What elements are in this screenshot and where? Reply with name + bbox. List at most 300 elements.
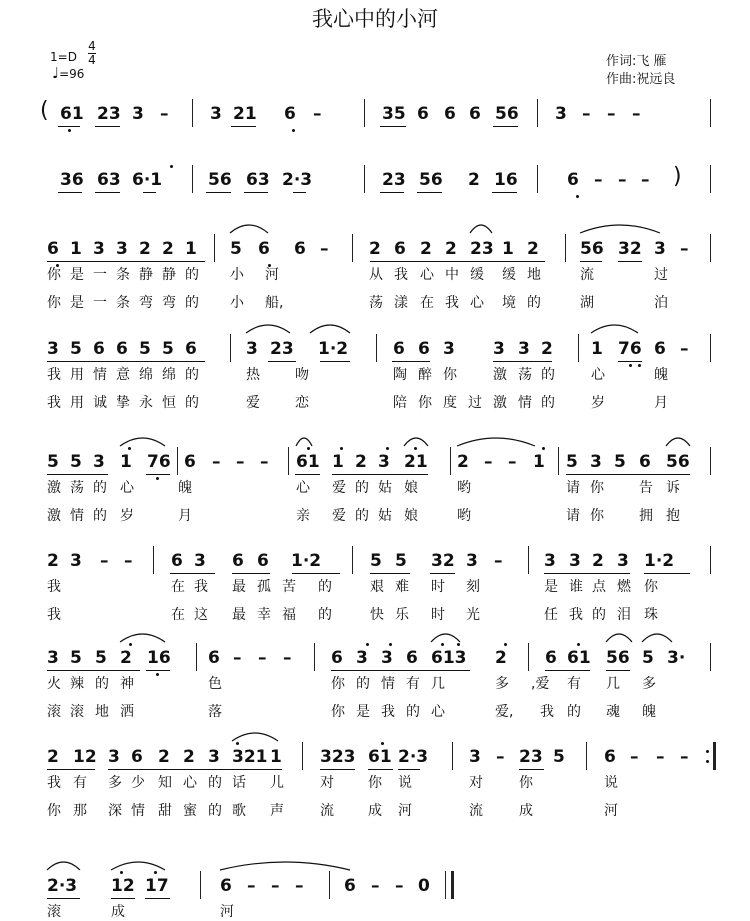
- note-8-6: –: [295, 876, 304, 896]
- note-5-13: –: [494, 551, 503, 571]
- note-3-4: 5: [139, 339, 151, 359]
- lyric-8-0-2-0: 河: [220, 904, 234, 920]
- lyric-7-0-3-0: 对: [320, 775, 334, 791]
- note-3-18: 6: [654, 339, 666, 359]
- lyric-3-1-2-2: 度: [443, 395, 457, 411]
- lyric-2-1-3-1: 泊: [654, 295, 668, 311]
- note-3-0: 3: [47, 339, 59, 359]
- note-1-8: 2: [468, 170, 480, 190]
- lyric-2-0-0-2: 一: [93, 267, 107, 283]
- note-3-6: 6: [185, 339, 197, 359]
- note-2-12: 6: [394, 239, 406, 259]
- slur-3-2: [591, 325, 638, 333]
- lyric-5-1-4-1: 光: [466, 607, 480, 623]
- note-4-22: 56: [666, 452, 690, 472]
- lyric-3-1-0-4: 永: [139, 395, 153, 411]
- lyric-6-1-1-0: 落: [208, 704, 222, 720]
- lyric-2-1-0-2: 一: [93, 295, 107, 311]
- note-3-11: 6: [418, 339, 430, 359]
- lyric-5-0-1-0: 在: [171, 579, 185, 595]
- lyric-3-0-0-6: 的: [185, 367, 199, 383]
- lyric-3-0-0-0: 我: [47, 367, 61, 383]
- note-4-1: 5: [70, 452, 82, 472]
- slur-8-0: [47, 862, 80, 870]
- note-1-13: –: [641, 170, 650, 190]
- lyric-6-1-2-0: 你: [331, 704, 345, 720]
- lyric-5-1-4-0: 时: [431, 607, 445, 623]
- lyric-2-0-0-6: 的: [185, 267, 199, 283]
- lyric-3-0-0-2: 情: [93, 367, 107, 383]
- note-8-1: 12: [111, 876, 135, 896]
- note-5-12: 3: [466, 551, 478, 571]
- lyric-3-1-4-0: 岁: [591, 395, 605, 411]
- note-6-1: 5: [70, 648, 82, 668]
- lyric-2-1-0-6: 的: [185, 295, 199, 311]
- note-4-5: 6: [184, 452, 196, 472]
- lyric-4-0-3-0: 爱: [332, 480, 346, 496]
- note-4-12: 3: [378, 452, 390, 472]
- note-0-5: 3: [210, 104, 222, 124]
- note-5-10: 5: [395, 551, 407, 571]
- lyric-6-0-5-0: 几: [606, 676, 620, 692]
- note-0-6: 21: [233, 104, 257, 124]
- lyric-4-1-4-0: 哟: [457, 508, 471, 524]
- lyric-5-0-5-1: 谁: [569, 579, 583, 595]
- note-7-14: 23: [519, 747, 543, 767]
- lyric-4-1-6-1: 抱: [666, 508, 680, 524]
- lyric-7-0-2-0: 儿: [270, 775, 284, 791]
- lyric-3-1-0-0: 我: [47, 395, 61, 411]
- lyric-7-1-0-0: 你: [47, 803, 61, 819]
- lyric-6-0-2-1: 的: [356, 676, 370, 692]
- note-2-10: –: [320, 239, 329, 259]
- lyric-5-1-3-0: 快: [370, 607, 384, 623]
- lyric-6-1-0-1: 滚: [70, 704, 84, 720]
- note-6-9: 6: [331, 648, 343, 668]
- lyric-3-0-3-2: 的: [541, 367, 555, 383]
- note-7-7: 321: [232, 747, 268, 767]
- note-0-16: –: [607, 104, 616, 124]
- note-3-16: 1: [591, 339, 603, 359]
- note-5-18: 1·2: [644, 551, 675, 571]
- lyric-5-0-4-1: 刻: [466, 579, 480, 595]
- note-6-4: 16: [147, 648, 171, 668]
- lyric-7-0-5-0: 对: [469, 775, 483, 791]
- note-6-15: 6: [545, 648, 557, 668]
- lyric-6-0-6-0: 多: [642, 676, 656, 692]
- lyric-2-1-0-3: 条: [116, 295, 130, 311]
- note-6-10: 3: [356, 648, 368, 668]
- lyric-6-0-3-0: 多: [495, 676, 509, 692]
- note-7-2: 3: [108, 747, 120, 767]
- lyric-5-0-5-0: 是: [544, 579, 558, 595]
- slur-2-0: [230, 225, 268, 233]
- note-1-6: 23: [382, 170, 406, 190]
- note-4-6: –: [212, 452, 221, 472]
- lyric-5-0-5-3: 燃: [617, 579, 631, 595]
- note-1-9: 16: [494, 170, 518, 190]
- lyric-6-0-2-0: 你: [331, 676, 345, 692]
- note-7-12: 3: [469, 747, 481, 767]
- lyric-5-1-5-3: 泪: [617, 607, 631, 623]
- lyric-2-1-1-0: 小: [230, 295, 244, 311]
- lyric-3-1-3-1: 情: [518, 395, 532, 411]
- note-8-9: –: [395, 876, 404, 896]
- note-7-19: –: [680, 747, 689, 767]
- note-8-2: 17: [145, 876, 169, 896]
- note-2-6: 1: [185, 239, 197, 259]
- slur-2-2: [580, 225, 660, 233]
- lyric-4-0-5-1: 你: [590, 480, 604, 496]
- lyric-2-0-0-5: 静: [162, 267, 176, 283]
- lyric-4-1-0-3: 岁: [120, 508, 134, 524]
- lyric-3-1-0-5: 恒: [162, 395, 176, 411]
- note-2-5: 2: [162, 239, 174, 259]
- note-2-3: 3: [116, 239, 128, 259]
- lyric-2-0-2-5: 缓: [502, 267, 516, 283]
- lyric-6-0-2-3: 有: [406, 676, 420, 692]
- note-5-8: 1·2: [291, 551, 322, 571]
- note-8-8: –: [371, 876, 380, 896]
- note-7-15: 5: [553, 747, 565, 767]
- note-6-18: 5: [642, 648, 654, 668]
- lyric-3-0-1-1: 吻: [295, 367, 309, 383]
- note-2-19: 32: [618, 239, 642, 259]
- lyric-3-0-0-1: 用: [70, 367, 84, 383]
- note-3-10: 6: [393, 339, 405, 359]
- lyric-7-0-1-2: 知: [158, 775, 172, 791]
- note-2-4: 2: [139, 239, 151, 259]
- note-0-14: 3: [555, 104, 567, 124]
- note-6-6: –: [233, 648, 242, 668]
- lyric-4-1-2-0: 亲: [296, 508, 310, 524]
- note-7-3: 6: [131, 747, 143, 767]
- lyric-4-1-3-0: 爱: [332, 508, 346, 524]
- note-7-8: 1: [270, 747, 282, 767]
- note-6-19: 3·: [667, 648, 686, 668]
- note-2-11: 2: [369, 239, 381, 259]
- note-7-13: –: [496, 747, 505, 767]
- note-7-11: 2·3: [398, 747, 429, 767]
- slur-2-1: [470, 225, 492, 233]
- note-4-3: 1: [120, 452, 132, 472]
- note-5-7: 6: [257, 551, 269, 571]
- note-3-5: 5: [162, 339, 174, 359]
- lyric-5-0-4-0: 时: [431, 579, 445, 595]
- note-5-1: 3: [70, 551, 82, 571]
- note-2-8: 6: [258, 239, 270, 259]
- lyric-2-0-2-4: 缓: [470, 267, 484, 283]
- note-8-10: 0: [418, 876, 430, 896]
- lyric-3-0-2-1: 醉: [418, 367, 432, 383]
- lyric-5-0-1-1: 我: [194, 579, 208, 595]
- note-2-1: 1: [70, 239, 82, 259]
- note-0-11: 6: [444, 104, 456, 124]
- lyric-6-1-2-4: 心: [431, 704, 445, 720]
- note-8-4: –: [247, 876, 256, 896]
- note-3-8: 23: [270, 339, 294, 359]
- lyric-7-1-1-2: 甜: [158, 803, 172, 819]
- note-5-5: 3: [194, 551, 206, 571]
- lyric-6-0-4-1: 有: [567, 676, 581, 692]
- lyric-3-0-1-0: 热: [246, 367, 260, 383]
- note-0-1: 61: [60, 104, 84, 124]
- lyric-3-0-0-5: 绵: [162, 367, 176, 383]
- note-4-10: 1: [332, 452, 344, 472]
- lyric-6-0-0-0: 火: [47, 676, 61, 692]
- lyric-3-0-0-3: 意: [116, 367, 130, 383]
- note-0-7: 6: [284, 104, 296, 124]
- note-5-14: 3: [544, 551, 556, 571]
- lyric-6-1-3-0: 爱,: [495, 704, 514, 720]
- composer-credit: 作曲:祝远良: [606, 72, 676, 87]
- note-8-5: –: [271, 876, 280, 896]
- note-6-16: 61: [567, 648, 591, 668]
- lyric-6-1-6-0: 魄: [642, 704, 656, 720]
- lyric-3-1-0-1: 用: [70, 395, 84, 411]
- lyric-7-0-1-0: 多: [108, 775, 122, 791]
- lyric-4-0-6-1: 诉: [666, 480, 680, 496]
- lyric-5-0-2-0: 最: [232, 579, 246, 595]
- lyric-3-0-3-0: 激: [493, 367, 507, 383]
- lyric-3-1-0-6: 的: [185, 395, 199, 411]
- lyric-2-1-0-1: 是: [70, 295, 84, 311]
- note-0-10: 6: [417, 104, 429, 124]
- lyric-4-0-0-3: 心: [120, 480, 134, 496]
- lyric-7-0-0-1: 有: [73, 775, 87, 791]
- lyric-4-1-0-2: 的: [93, 508, 107, 524]
- note-4-0: 5: [47, 452, 59, 472]
- lyric-7-1-1-3: 蜜: [183, 803, 197, 819]
- lyric-6-1-5-0: 魂: [606, 704, 620, 720]
- lyric-3-1-1-0: 爱: [246, 395, 260, 411]
- lyric-7-0-7-0: 说: [604, 775, 618, 791]
- lyric-4-1-3-2: 姑: [378, 508, 392, 524]
- lyric-3-1-0-3: 挚: [116, 395, 130, 411]
- note-7-5: 2: [183, 747, 195, 767]
- note-4-15: –: [484, 452, 493, 472]
- note-0-8: –: [313, 104, 322, 124]
- slur-4-2: [404, 438, 428, 446]
- lyric-5-0-5-2: 点: [592, 579, 606, 595]
- note-5-11: 32: [431, 551, 455, 571]
- lyric-2-0-0-0: 你: [47, 267, 61, 283]
- lyric-4-1-5-0: 请: [566, 508, 580, 524]
- note-0-0: (: [40, 98, 49, 123]
- note-7-0: 2: [47, 747, 59, 767]
- note-8-0: 2·3: [47, 876, 78, 896]
- lyricist-credit: 作词:飞 雁: [606, 54, 667, 69]
- slur-3-1: [310, 325, 350, 333]
- meter-top: 4: [88, 39, 96, 53]
- note-3-2: 6: [93, 339, 105, 359]
- note-3-3: 6: [116, 339, 128, 359]
- note-2-17: 2: [527, 239, 539, 259]
- lyric-4-1-6-0: 拥: [639, 508, 653, 524]
- lyric-2-1-2-6: 的: [527, 295, 541, 311]
- lyric-3-0-3-1: 荡: [518, 367, 532, 383]
- lyric-3-1-4-1: 月: [654, 395, 668, 411]
- note-1-10: 6: [567, 170, 579, 190]
- note-2-16: 1: [502, 239, 514, 259]
- lyric-6-1-2-3: 的: [406, 704, 420, 720]
- lyric-4-0-2-0: 心: [296, 480, 310, 496]
- lyric-2-1-1-1: 船,: [265, 295, 284, 311]
- lyric-7-1-4-1: 河: [398, 803, 412, 819]
- note-0-13: 56: [495, 104, 519, 124]
- lyric-6-0-1-0: 色: [208, 676, 222, 692]
- lyric-6-0-0-2: 的: [95, 676, 109, 692]
- note-3-15: 2: [541, 339, 553, 359]
- lyric-2-1-0-5: 弯: [162, 295, 176, 311]
- note-4-16: –: [508, 452, 517, 472]
- slur-6-3: [642, 634, 672, 642]
- note-5-4: 6: [171, 551, 183, 571]
- note-3-17: 76: [618, 339, 642, 359]
- note-6-5: 6: [208, 648, 220, 668]
- note-2-14: 2: [445, 239, 457, 259]
- lyric-7-1-5-0: 流: [469, 803, 483, 819]
- note-3-1: 5: [70, 339, 82, 359]
- lyric-4-0-3-3: 娘: [404, 480, 418, 496]
- lyric-5-0-2-1: 孤: [257, 579, 271, 595]
- note-1-11: –: [594, 170, 603, 190]
- note-5-6: 6: [232, 551, 244, 571]
- lyric-5-0-2-2: 苦: [282, 579, 296, 595]
- lyric-6-1-0-2: 地: [95, 704, 109, 720]
- lyric-2-0-3-0: 流: [580, 267, 594, 283]
- lyric-4-0-4-0: 哟: [457, 480, 471, 496]
- note-6-12: 6: [406, 648, 418, 668]
- lyric-5-1-5-0: 任: [544, 607, 558, 623]
- lyric-5-1-5-1: 我: [569, 607, 583, 623]
- lyric-7-0-1-5: 话: [232, 775, 246, 791]
- lyric-7-1-1-5: 歌: [232, 803, 246, 819]
- note-4-20: 5: [614, 452, 626, 472]
- note-7-18: –: [656, 747, 665, 767]
- note-1-12: –: [618, 170, 627, 190]
- lyric-4-1-1-0: 月: [178, 508, 192, 524]
- lyric-3-0-4-1: 魄: [654, 367, 668, 383]
- lyric-5-1-1-1: 这: [194, 607, 208, 623]
- slur-4-0: [120, 438, 165, 446]
- note-7-16: 6: [604, 747, 616, 767]
- note-0-3: 3: [132, 104, 144, 124]
- note-4-14: 2: [457, 452, 469, 472]
- lyric-6-0-0-3: 神: [120, 676, 134, 692]
- lyric-2-1-2-0: 荡: [369, 295, 383, 311]
- lyric-2-0-0-1: 是: [70, 267, 84, 283]
- lyric-2-1-2-4: 心: [470, 295, 484, 311]
- lyric-7-0-1-4: 的: [208, 775, 222, 791]
- lyric-2-0-2-6: 地: [527, 267, 541, 283]
- lyric-4-0-0-2: 的: [93, 480, 107, 496]
- note-2-20: 3: [654, 239, 666, 259]
- song-title: 我心中的小河: [312, 7, 438, 31]
- lyric-4-0-3-1: 的: [355, 480, 369, 496]
- lyric-2-0-0-4: 静: [139, 267, 153, 283]
- note-2-2: 3: [93, 239, 105, 259]
- lyric-2-0-1-0: 小: [230, 267, 244, 283]
- note-5-3: –: [124, 551, 133, 571]
- note-1-1: 63: [97, 170, 121, 190]
- note-1-4: 63: [246, 170, 270, 190]
- lyric-6-1-4-0: 我: [540, 704, 554, 720]
- lyric-2-1-2-5: 境: [502, 295, 516, 311]
- lyric-2-1-0-0: 你: [47, 295, 61, 311]
- lyric-6-1-0-0: 滚: [47, 704, 61, 720]
- note-1-7: 56: [419, 170, 443, 190]
- lyric-5-1-2-0: 最: [232, 607, 246, 623]
- lyric-2-0-2-0: 从: [369, 267, 383, 283]
- note-3-9: 1·2: [318, 339, 349, 359]
- note-3-14: 3: [518, 339, 530, 359]
- lyric-3-1-3-2: 的: [541, 395, 555, 411]
- lyric-2-0-0-3: 条: [116, 267, 130, 283]
- lyric-5-1-5-4: 珠: [644, 607, 658, 623]
- note-2-0: 6: [47, 239, 59, 259]
- lyric-7-0-1-3: 心: [183, 775, 197, 791]
- lyric-7-0-4-0: 你: [368, 775, 382, 791]
- lyric-3-1-2-1: 你: [418, 395, 432, 411]
- note-3-7: 3: [246, 339, 258, 359]
- lyric-7-1-6-0: 成: [519, 803, 533, 819]
- note-6-17: 56: [606, 648, 630, 668]
- lyric-7-0-0-0: 我: [47, 775, 61, 791]
- note-0-9: 35: [382, 104, 406, 124]
- lyric-6-1-2-1: 是: [356, 704, 370, 720]
- lyric-5-1-0-0: 我: [47, 607, 61, 623]
- note-5-17: 3: [617, 551, 629, 571]
- slur-6-1: [431, 634, 460, 642]
- lyric-6-0-4-0: ,爱: [531, 676, 550, 692]
- lyric-7-1-1-0: 深: [108, 803, 122, 819]
- note-4-2: 3: [93, 452, 105, 472]
- lyric-2-1-2-1: 漾: [394, 295, 408, 311]
- lyric-7-1-7-0: 河: [604, 803, 618, 819]
- lyric-6-1-4-1: 的: [567, 704, 581, 720]
- note-0-17: –: [632, 104, 641, 124]
- note-2-18: 56: [580, 239, 604, 259]
- note-3-19: –: [680, 339, 689, 359]
- lyric-5-0-5-4: 你: [644, 579, 658, 595]
- note-7-17: –: [630, 747, 639, 767]
- lyric-3-1-2-0: 陪: [393, 395, 407, 411]
- lyric-5-1-2-3: 的: [318, 607, 332, 623]
- lyric-5-0-3-0: 艰: [370, 579, 384, 595]
- quarter-note-icon: ♩: [52, 64, 60, 82]
- note-2-7: 5: [230, 239, 242, 259]
- lyric-4-0-0-0: 激: [47, 480, 61, 496]
- note-6-0: 3: [47, 648, 59, 668]
- note-3-12: 3: [443, 339, 455, 359]
- note-6-13: 613: [431, 648, 467, 668]
- note-1-2: 6·1: [132, 170, 163, 190]
- lyric-8-0-1-0: 成: [111, 904, 125, 920]
- lyric-2-1-0-4: 弯: [139, 295, 153, 311]
- note-7-10: 61: [368, 747, 392, 767]
- lyric-4-1-3-3: 娘: [404, 508, 418, 524]
- note-4-4: 76: [147, 452, 171, 472]
- note-0-12: 6: [469, 104, 481, 124]
- note-2-15: 23: [470, 239, 494, 259]
- lyric-3-1-2-3: 过: [468, 395, 482, 411]
- lyric-4-1-0-1: 情: [70, 508, 84, 524]
- note-5-9: 5: [370, 551, 382, 571]
- note-6-2: 5: [95, 648, 107, 668]
- lyric-2-0-3-1: 过: [654, 267, 668, 283]
- slur-8-2: [220, 862, 350, 870]
